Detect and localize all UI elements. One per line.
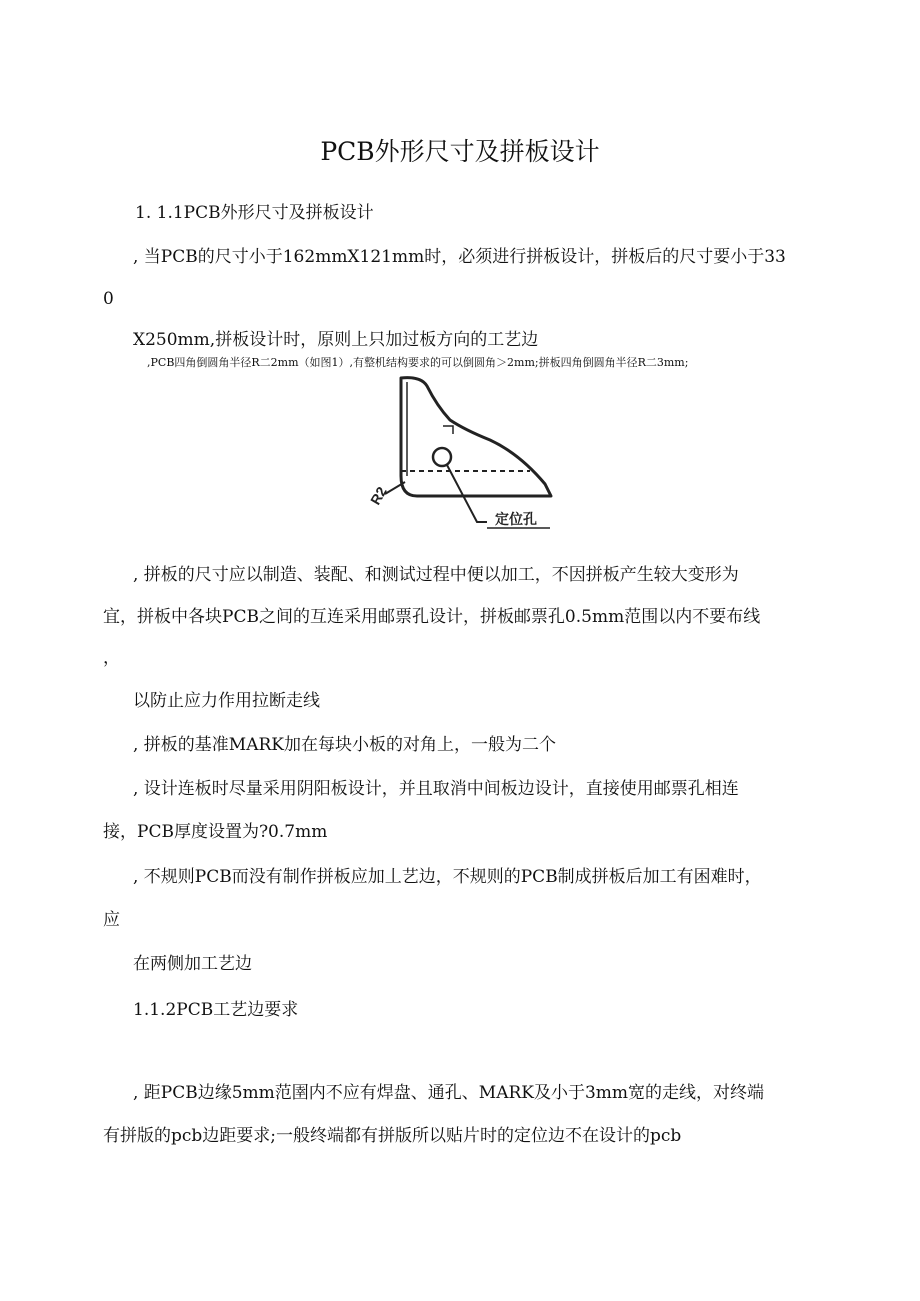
paragraph-line: 以防止应力作用拉断走线 — [133, 691, 320, 711]
section-heading-1-1-2: 1.1.2PCB工艺边要求 — [133, 1000, 299, 1020]
paragraph-line: X250mm,拼板设计时，原则上只加过板方向的工艺边 — [133, 330, 539, 350]
section-heading-1-1-1: 1. 1.1PCB外形尺寸及拼板设计 — [135, 203, 374, 223]
paragraph-line: 接，PCB厚度设置为?0.7mm — [103, 822, 328, 842]
paragraph-line: , 当PCB的尺寸小于162mmX121mm时，必须进行拼板设计，拼板后的尺寸要小于33 — [133, 247, 786, 267]
paragraph-line: 有拼版的pcb边距要求;一般终端都有拼版所以贴片时的定位边不在设计的pcb — [103, 1126, 682, 1146]
paragraph-line: ， — [103, 648, 120, 668]
radius-label: R2 — [366, 483, 390, 508]
paragraph-line: , 拼板的基准MARK加在每块小板的对角上，一般为二个 — [133, 735, 556, 755]
paragraph-line: 在两侧加工艺边 — [133, 954, 252, 974]
paragraph-line: , 距PCB边缘5mm范圉内不应有焊盘、通孔、MARK及小于3mm宽的走线，对终端 — [133, 1083, 765, 1103]
paragraph-line: 宜，拼板中各块PCB之间的互连采用邮票孔设计，拼板邮票孔0.5mm范围以内不要布线 — [103, 607, 761, 627]
leader-line — [447, 465, 490, 522]
figure-caption-note: ,PCB四角倒圆角半径R二2mm（如图1）,有整机结构要求的可以倒圆角＞2mm;拼板四角倒圆角半径R二3mm; — [147, 356, 689, 369]
pcb-outline — [401, 378, 551, 496]
locating-hole — [433, 448, 451, 466]
page-title: PCB外形尺寸及拼板设计 — [320, 137, 600, 166]
paragraph-line: , 设计连板时尽量采用阴阳板设计，并且取消中间板边设计，直接使用邮票孔相连 — [133, 779, 739, 799]
paragraph-line: , 拼板的尺寸应以制造、装配、和测试过程中便以加工，不因拼板产生较大变形为 — [133, 565, 739, 585]
paragraph-line: 应 — [103, 910, 120, 930]
paragraph-line: 0 — [103, 289, 114, 309]
locating-hole-label: 定位孔 — [495, 512, 537, 528]
paragraph-line: , 不规则PCB而没有制作拼板应加丄艺边，不规则的PCB制成拼板后加工有困难时， — [133, 867, 762, 887]
pcb-corner-figure — [355, 372, 565, 532]
